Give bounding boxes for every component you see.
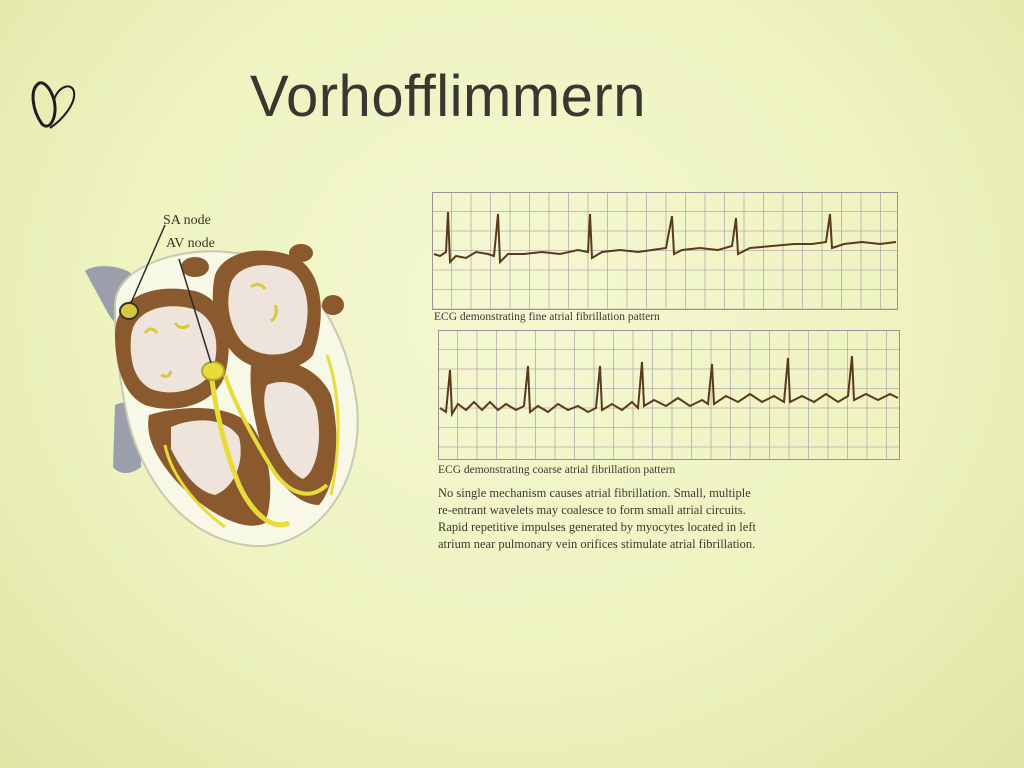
sa-node-label: SA node (163, 213, 211, 228)
heart-logo-icon (28, 76, 80, 132)
slide-title: Vorhofflimmern (250, 64, 646, 129)
ecg-trace (440, 356, 898, 414)
ecg-grid (432, 192, 898, 310)
ecg-fine-caption: ECG demonstrating fine atrial fibrillation pattern (434, 311, 660, 323)
av-node-label: AV node (166, 236, 215, 251)
ecg-strip-coarse (438, 330, 900, 460)
description-line: re-entrant wavelets may coalesce to form small atrial circuits. (438, 503, 746, 517)
ecg-strip-fine (432, 192, 898, 310)
heart-diagram (75, 205, 375, 560)
ecg-coarse-caption: ECG demonstrating coarse atrial fibrillation pattern (438, 464, 676, 476)
description-line: atrium near pulmonary vein orifices stimulate atrial fibrillation. (438, 537, 756, 551)
description-line: Rapid repetitive impulses generated by myocytes located in left (438, 520, 756, 534)
ecg-trace (434, 212, 896, 262)
ecg-grid (438, 330, 900, 460)
description-line: No single mechanism causes atrial fibrillation. Small, multiple (438, 486, 751, 500)
description-text (438, 485, 878, 553)
